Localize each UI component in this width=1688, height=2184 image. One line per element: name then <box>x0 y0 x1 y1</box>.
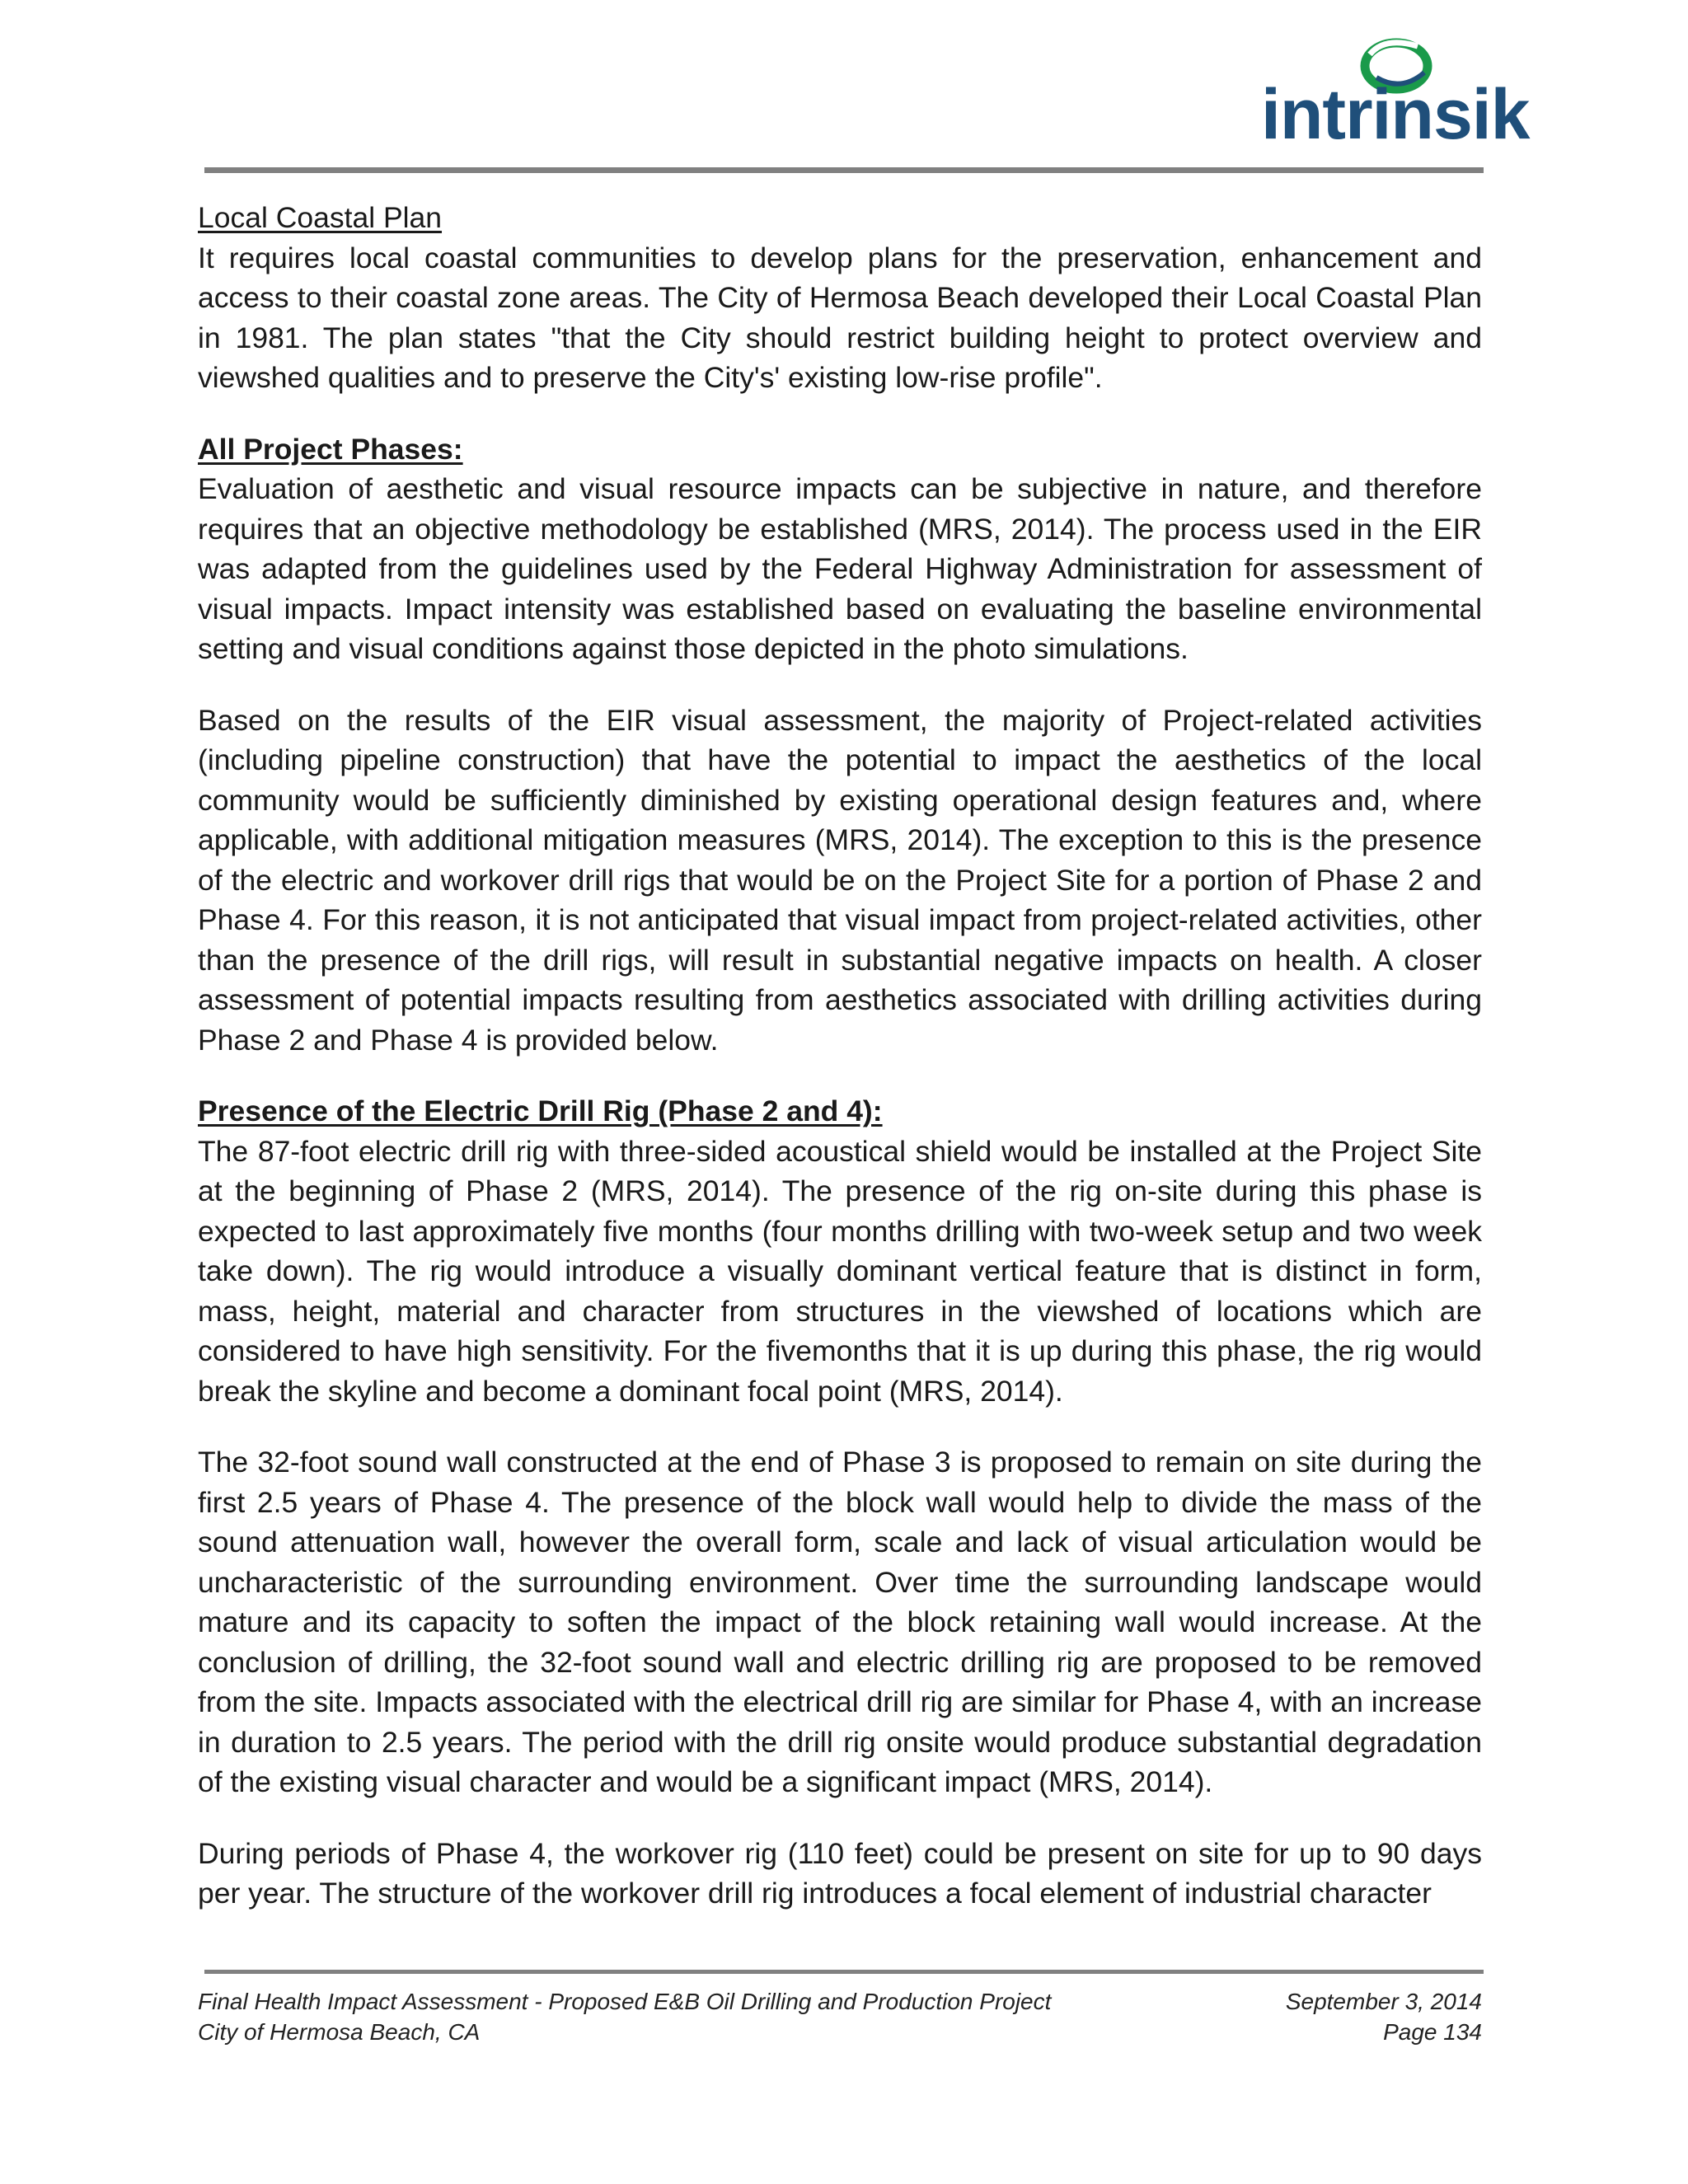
heading-all-project-phases-text: All Project Phases: <box>198 432 463 466</box>
footer-page-number: Page 134 <box>1383 2019 1482 2045</box>
footer-document-title: Final Health Impact Assessment - Proposed E&B Oil Drilling and Production Project <box>198 1989 1052 2014</box>
footer-rule <box>204 1970 1484 1974</box>
heading-local-coastal-plan <box>198 198 1482 238</box>
footer-row-2 <box>198 2017 1482 2047</box>
logo-wordmark: intrinsik <box>1261 75 1530 154</box>
paragraph-workover-rig: During periods of Phase 4, the workover rig (110 feet) could be present on site for up to 90 days per year. The structure of the workover drill rig introduces a focal element of industrial character <box>198 1836 1482 1910</box>
heading-all-project-phases <box>198 429 1482 470</box>
paragraph-eir-results: Based on the results of the EIR visual assessment, the majority of Project-related activities (including pipeline construction) that have the potential to impact the aesthetics of the local community would be sufficiently diminished by existing operational design features and, where applicable, with additional mitigation measures (MRS, 2014). The exception to this is the presence of the electric and workover drill rigs that would be on the Project Site for a portion of Phase 2 and Phase 4. For this reason, it is not anticipated that visual impact from project-related activities, other than the presence of the drill rigs, will result in substantial negative impacts on health. A closer assessment of potential impacts resulting from aesthetics associated with drilling activities during Phase 2 and Phase 4 is provided below. <box>198 703 1482 1057</box>
paragraph-sound-wall: The 32-foot sound wall constructed at the end of Phase 3 is proposed to remain on site during the first 2.5 years of Phase 4. The presence of the block wall would help to divide the mass of the sound attenuation wall, however the overall form, scale and lack of visual articulation would be uncharacteristic of the surrounding environment. Over time the surrounding landscape would mature and its capacity to soften the impact of the block retaining wall would increase. At the conclusion of drilling, the 32-foot sound wall and electric drilling rig are proposed to be removed from the site. Impacts associated with the electrical drill rig are similar for Phase 4, with an increase in duration to 2.5 years. The period with the drill rig onsite would produce substantial degradation of the existing visual character and would be a significant impact (MRS, 2014). <box>198 1446 1482 1798</box>
heading-local-coastal-plan-text: Local Coastal Plan <box>198 201 443 234</box>
footer-date: September 3, 2014 <box>1285 1989 1482 2014</box>
spacer <box>198 398 1482 429</box>
spacer <box>198 1060 1482 1091</box>
page-footer <box>198 1986 1482 2047</box>
paragraph-evaluation: Evaluation of aesthetic and visual resource impacts can be subjective in nature, and therefore requires that an objective methodology be established (MRS, 2014). The process used in the EIR was adapted from the guidelines used by the Federal Highway Administration for assessment of visual impacts. Impact intensity was established based on evaluating the baseline environmental setting and visual conditions against those depicted in the photo simulations. <box>198 472 1482 665</box>
spacer <box>198 1411 1482 1442</box>
header-rule <box>204 167 1484 173</box>
footer-row-1 <box>198 1986 1482 2017</box>
spacer <box>198 669 1482 701</box>
paragraph-local-coastal-plan: It requires local coastal communities to develop plans for the preservation, enhancement and access to their coastal zone areas. The City of Hermosa Beach developed their Local Coastal Plan in 1981. The plan states "that the City should restrict building height to protect overview and viewshed qualities and to preserve the City's' existing low-rise profile". <box>198 241 1482 394</box>
intrinsik-logo <box>1261 30 1530 154</box>
footer-location: City of Hermosa Beach, CA <box>198 2019 481 2045</box>
heading-electric-drill-rig <box>198 1091 1482 1132</box>
heading-electric-drill-rig-text: Presence of the Electric Drill Rig (Phase 2 and 4): <box>198 1094 883 1127</box>
paragraph-87-foot-rig: The 87-foot electric drill rig with three-sided acoustical shield would be installed at the Project Site at the beginning of Phase 2 (MRS, 2014). The presence of the rig on-site during this phase is expected to last approximately five months (four months drilling with two-week setup and two week take down). The rig would introduce a visually dominant vertical feature that is distinct in form, mass, height, material and character from structures in the viewshed of locations which are considered to have high sensitivity. For the fivemonths that it is up during this phase, the rig would break the skyline and become a dominant focal point (MRS, 2014). <box>198 1134 1482 1408</box>
intrinsik-logo-graphic <box>1261 30 1530 154</box>
document-body <box>198 198 1482 1914</box>
spacer <box>198 1802 1482 1834</box>
